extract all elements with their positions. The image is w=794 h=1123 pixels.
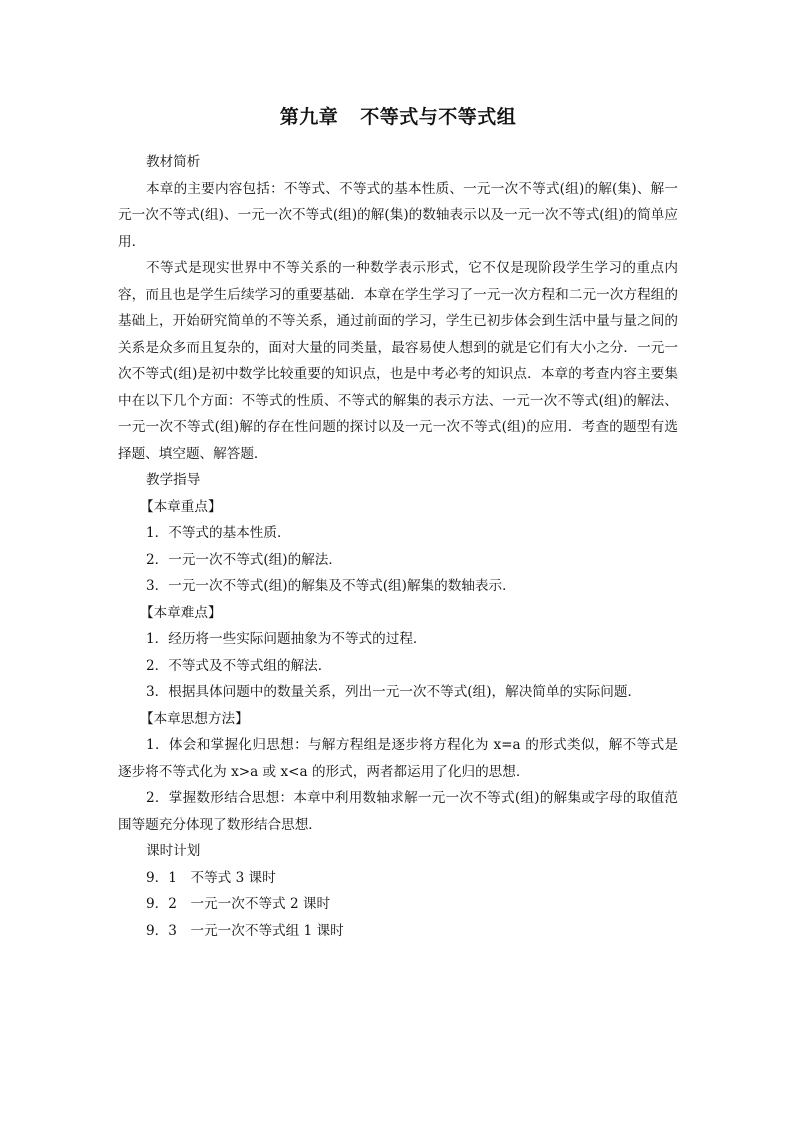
paragraph-main-content: 本章的主要内容包括：不等式、不等式的基本性质、一元一次不等式(组)的解(集)、解一元一次不等式(组)、一元一次不等式(组)的解(集)的数轴表示以及一元一次不等式(组)的简单应用． <box>118 180 678 250</box>
list-item: 2．一元一次不等式(组)的解法． <box>146 551 342 568</box>
chapter-number: 第九章 <box>279 106 339 128</box>
method-number-shape: 2．掌握数形结合思想：本章中利用数轴求解一元一次不等式(组)的解集或字母的取值范围等题充分体现了数形结合思想． <box>118 790 678 833</box>
list-item: 9．2 一元一次不等式 2 课时 <box>146 896 331 912</box>
list-item: 3．根据具体问题中的数量关系，列出一元一次不等式(组)，解决简单的实际问题． <box>146 684 642 700</box>
section-heading-guidance: 教学指导 <box>146 472 201 488</box>
methods-heading: 【本章思想方法】 <box>140 710 249 727</box>
list-item: 3．一元一次不等式(组)的解集及不等式(组)解集的数轴表示． <box>146 578 516 594</box>
difficult-points-heading: 【本章难点】 <box>140 604 222 621</box>
chapter-title <box>118 102 678 129</box>
section-heading-analysis: 教材简析 <box>146 154 201 170</box>
document-page <box>118 98 678 944</box>
key-points-heading: 【本章重点】 <box>140 498 222 515</box>
section-heading-schedule: 课时计划 <box>146 843 201 859</box>
list-item: 9．1 不等式 3 课时 <box>146 869 276 886</box>
list-item: 1．经历将一些实际问题抽象为不等式的过程． <box>146 631 427 647</box>
list-item: 9．3 一元一次不等式组 1 课时 <box>146 922 344 939</box>
method-reduction: 1．体会和掌握化归思想：与解方程组是逐步将方程化为 x=a 的形式类似，解不等式是逐步将不等式化为 x>a 或 x<a 的形式，两者都运用了化归的思想． <box>118 737 678 780</box>
chapter-name: 不等式与不等式组 <box>360 106 517 128</box>
list-item: 1．不等式的基本性质． <box>146 525 291 541</box>
paragraph-inequality-intro: 不等式是现实世界中不等关系的一种数学表示形式，它不仅是现阶段学生学习的重点内容，而且也是学生后续学习的重要基础．本章在学生学习了一元一次方程和二元一次方程组的基础上，开始研究简单的不等关系，通过前面的学习，学生已初步体会到生活中量与量之间的关系是众多而且复杂的，面对大量的同类量，最容易使人想到的就是它们有大小之分．一元一次不等式(组)是初中数学比较重要的知识点，也是中考必考的知识点．本章的考查内容主要集中在以下几个方面：不等式的性质、不等式的解集的表示方法、一元一次不等式(组)的解法、一元一次不等式(组)解的存在性问题的探讨以及一元一次不等式(组)的应用．考查的题型有选择题、填空题、解答题． <box>118 260 678 462</box>
list-item: 2．不等式及不等式组的解法． <box>146 657 332 674</box>
